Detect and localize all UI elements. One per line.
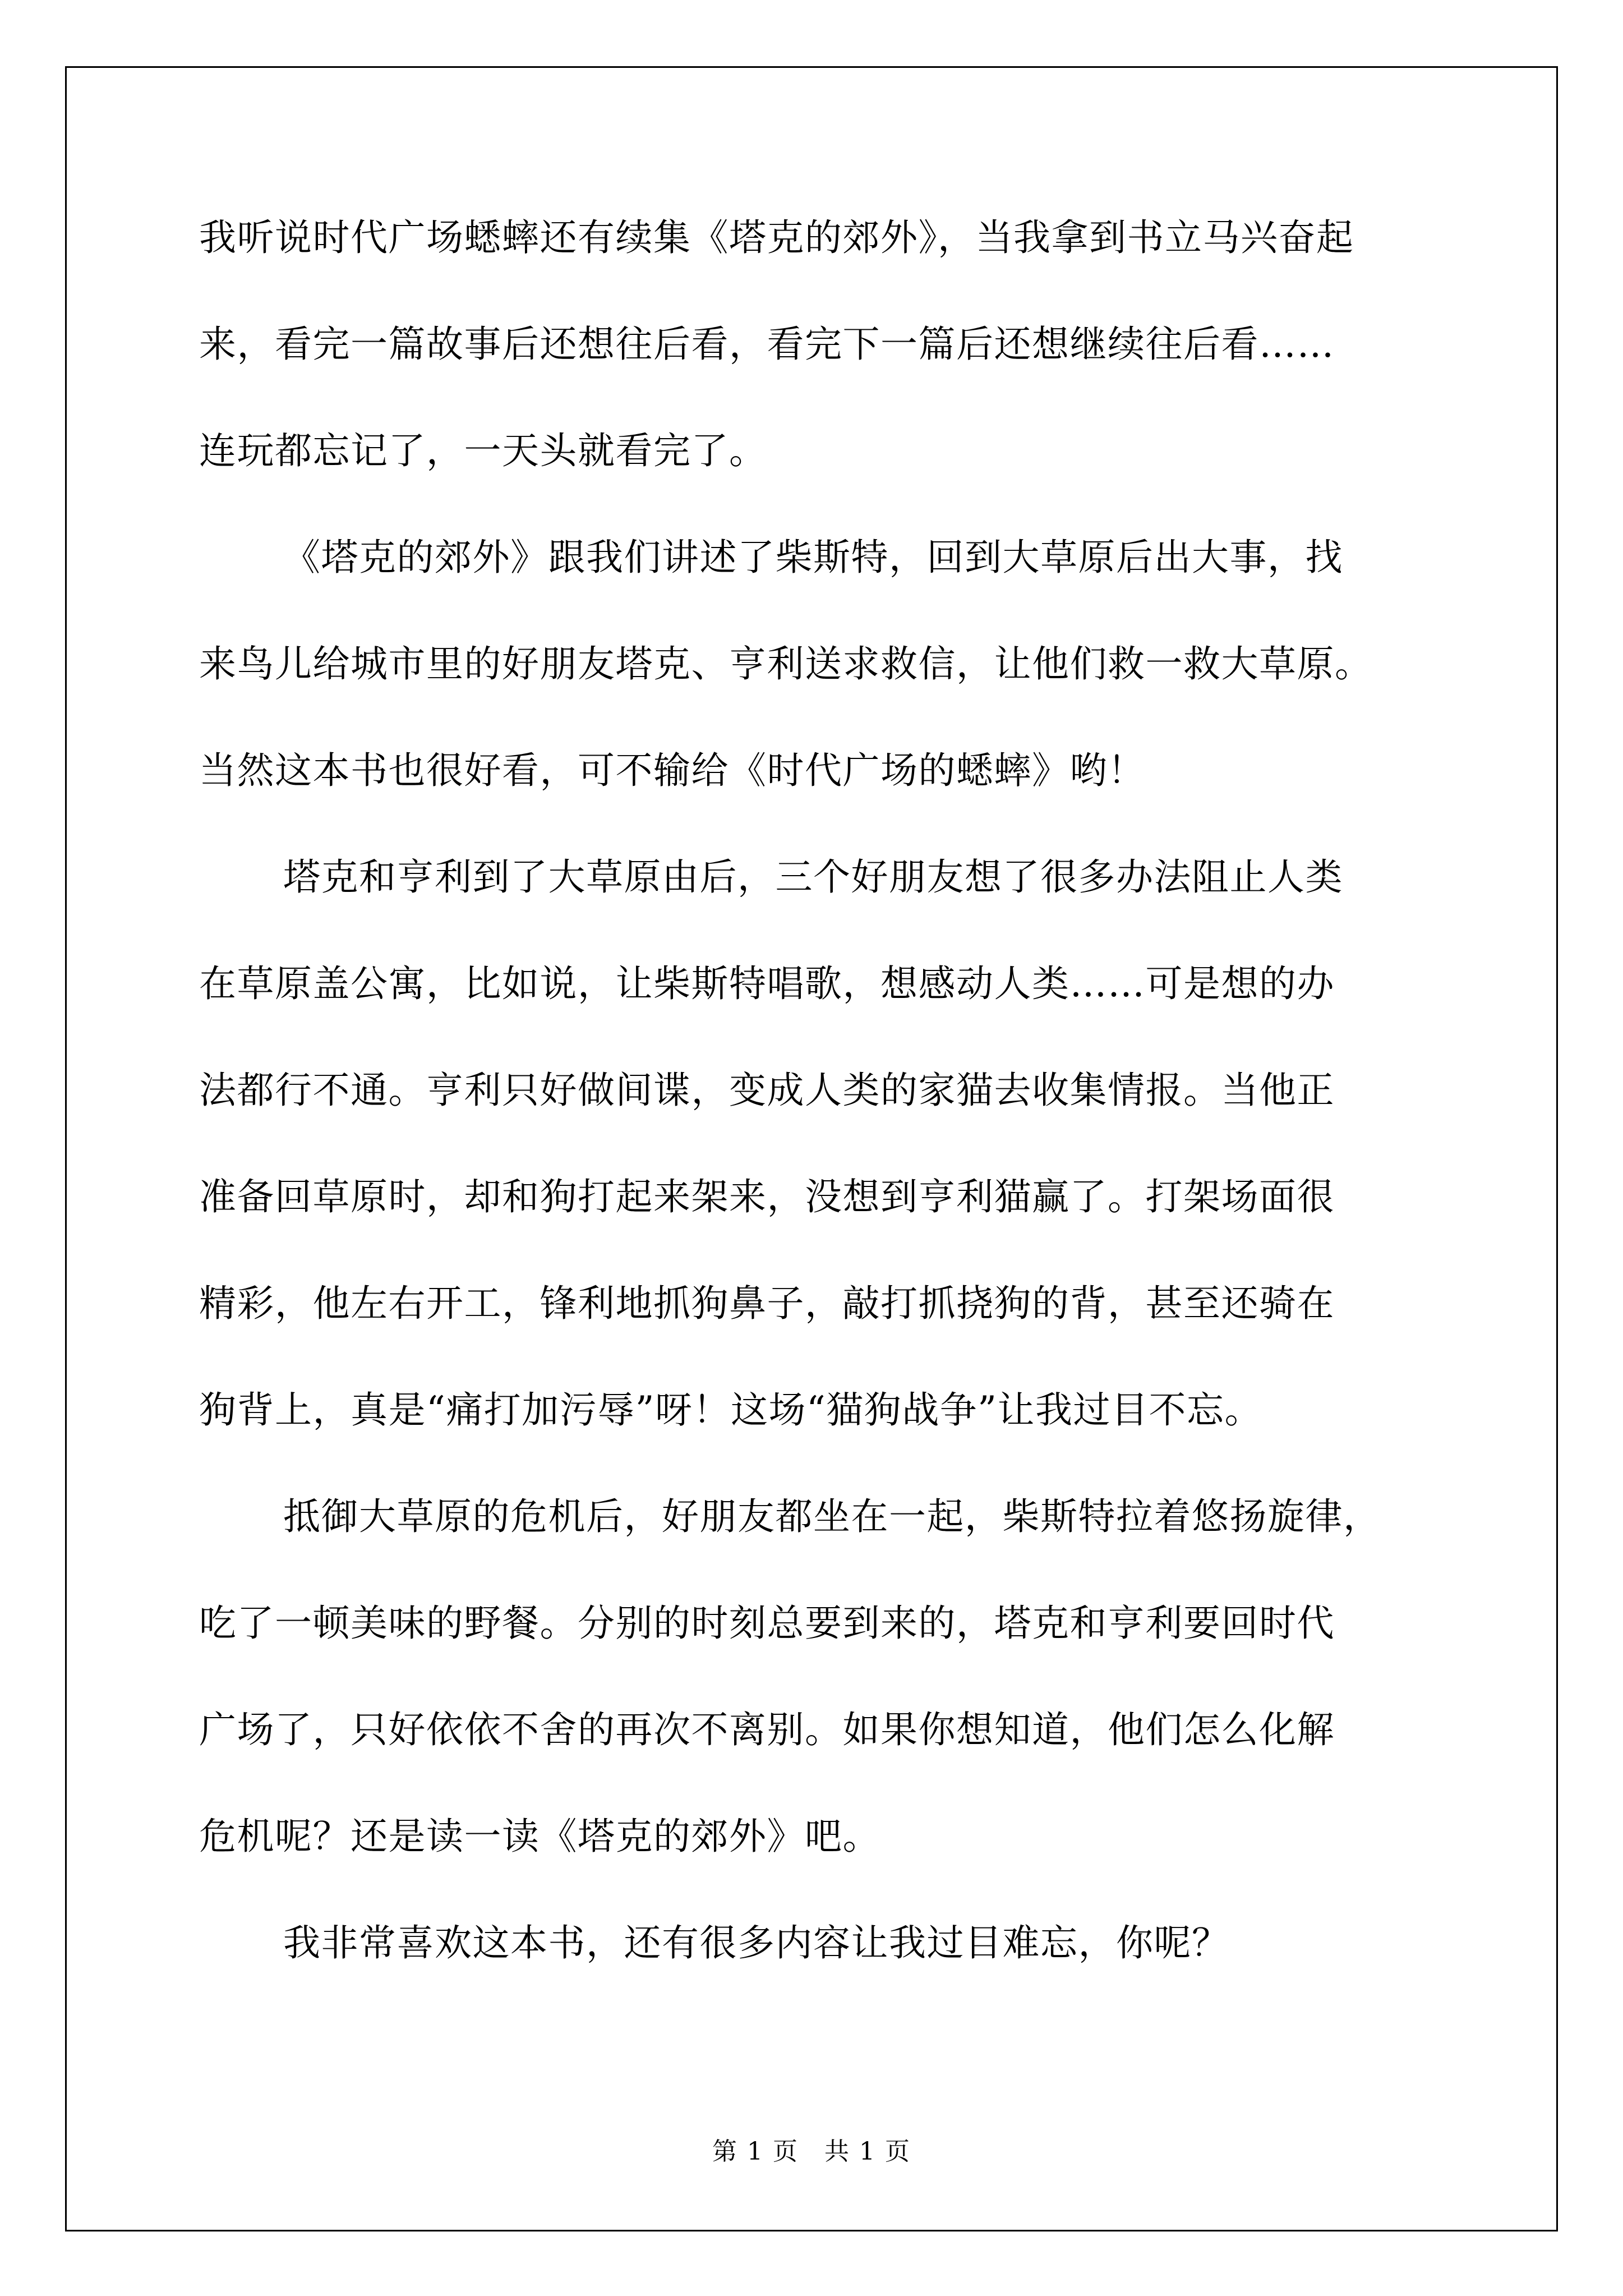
text-line: 我听说时代广场蟋蟀还有续集《塔克的郊外》，当我拿到书立马兴奋起 <box>199 216 1354 259</box>
text-line: 狗背上，真是“痛打加污辱”呀！这场“猫狗战争”让我过目不忘。 <box>199 1388 1262 1432</box>
text-line: 精彩，他左右开工，锋利地抓狗鼻子，敲打抓挠狗的背，甚至还骑在 <box>199 1282 1335 1325</box>
text-line: 广场了，只好依依不舍的再次不离别。如果你想知道，他们怎么化解 <box>199 1708 1335 1751</box>
page-footer: 第 1 页 共 1 页 <box>712 2137 911 2166</box>
text-line: 法都行不通。亨利只好做间谍，变成人类的家猫去收集情报。当他正 <box>199 1069 1335 1112</box>
text-line: 危机呢？还是读一读《塔克的郊外》吧。 <box>199 1815 880 1858</box>
text-line: 抵御大草原的危机后，好朋友都坐在一起，柴斯特拉着悠扬旋律， <box>283 1495 1381 1538</box>
text-line: 当然这本书也很好看，可不输给《时代广场的蟋蟀》哟！ <box>199 749 1146 792</box>
document-body <box>199 218 1450 2030</box>
text-line: 准备回草原时，却和狗打起来架来，没想到亨利猫赢了。打架场面很 <box>199 1175 1335 1218</box>
text-line: 《塔克的郊外》跟我们讲述了柴斯特，回到大草原后出大事，找 <box>283 536 1343 579</box>
text-line: 我非常喜欢这本书，还有很多内容让我过目难忘，你呢？ <box>283 1921 1230 1964</box>
text-line: 来，看完一篇故事后还想往后看，看完下一篇后还想继续往后看…… <box>199 323 1335 366</box>
text-line: 连玩都忘记了，一天头就看完了。 <box>199 429 767 472</box>
text-line: 来鸟儿给城市里的好朋友塔克、亨利送求救信，让他们救一救大草原。 <box>199 642 1373 685</box>
text-line: 吃了一顿美味的野餐。分别的时刻总要到来的，塔克和亨利要回时代 <box>199 1602 1335 1645</box>
text-line: 在草原盖公寓，比如说，让柴斯特唱歌，想感动人类……可是想的办 <box>199 962 1335 1005</box>
text-line: 塔克和亨利到了大草原由后，三个好朋友想了很多办法阻止人类 <box>283 855 1343 899</box>
